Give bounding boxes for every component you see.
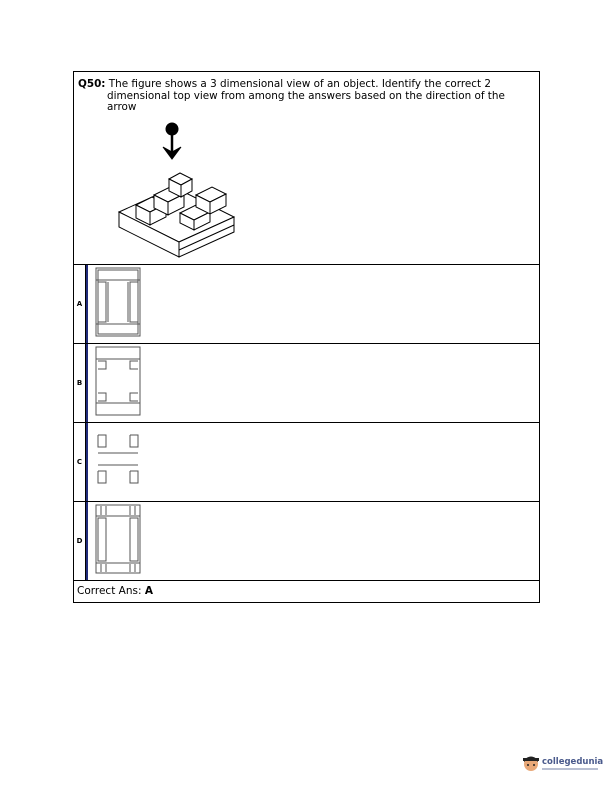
option-row-a[interactable] [74, 265, 539, 344]
option-bar [86, 423, 88, 501]
mascot-icon [522, 755, 540, 775]
top-view-option-c-icon [94, 425, 144, 497]
answer-text [77, 585, 153, 597]
answer-value: A [144, 585, 153, 597]
answer-row [74, 581, 539, 602]
collegedunia-logo[interactable] [522, 755, 612, 777]
brand-tagline-line [542, 768, 598, 770]
option-bar [86, 344, 88, 422]
question-cell [74, 72, 539, 265]
top-view-option-d-icon [94, 504, 144, 576]
question-line-2: dimensional top view from among the answers based on the direction of the [107, 89, 505, 102]
top-view-option-b-icon [94, 346, 144, 418]
brand-name: collegedunia [542, 757, 604, 767]
option-row-d[interactable] [74, 502, 539, 581]
question-number: Q50: [78, 78, 106, 90]
option-row-b[interactable] [74, 344, 539, 423]
question-text [78, 79, 533, 114]
option-bar [86, 502, 88, 580]
option-letter: B [74, 344, 86, 422]
question-line-1: The figure shows a 3 dimensional view of an object. Identify the correct 2 [108, 78, 492, 90]
option-letter: C [74, 423, 86, 501]
answer-label: Correct Ans: [77, 585, 142, 597]
question-table [73, 71, 540, 603]
option-letter: D [74, 502, 86, 580]
top-view-option-a-icon [94, 267, 144, 339]
isometric-object-figure [114, 117, 244, 267]
question-line-3: arrow [107, 101, 137, 113]
option-letter: A [74, 265, 86, 343]
option-row-c[interactable] [74, 423, 539, 502]
option-bar [86, 265, 88, 343]
